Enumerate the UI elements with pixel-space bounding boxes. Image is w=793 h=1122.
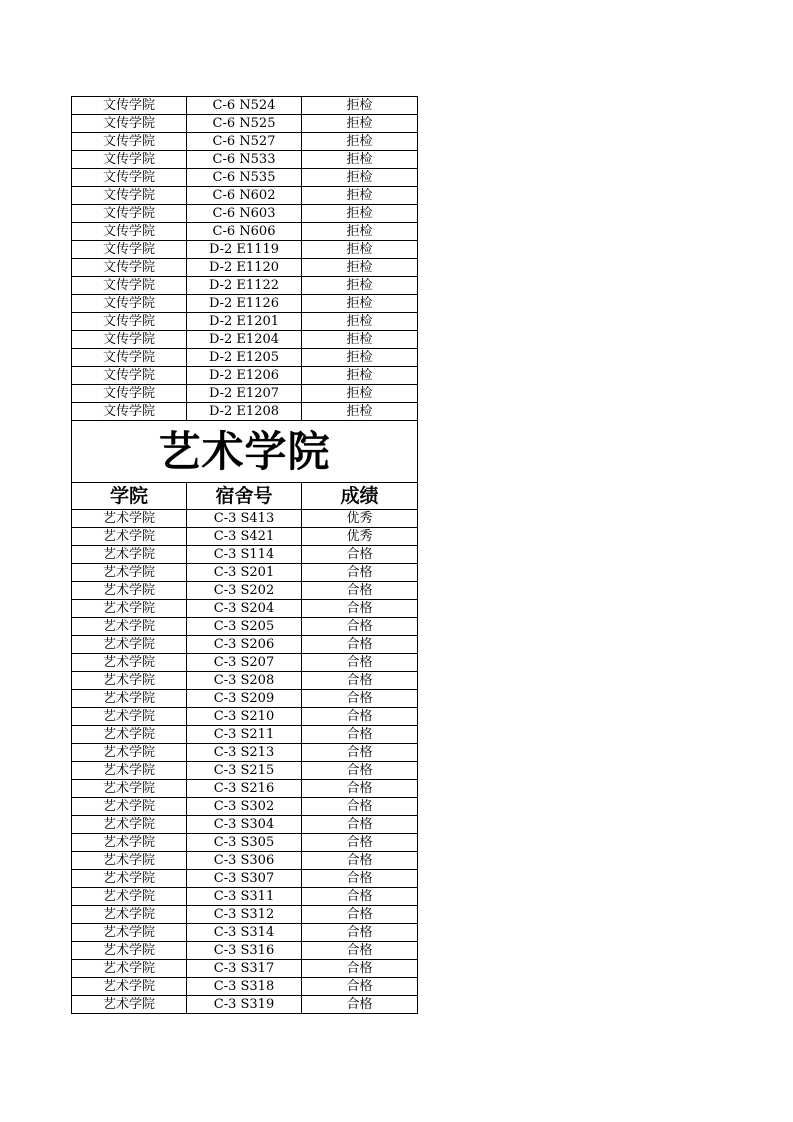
result-cell: 合格 (302, 942, 418, 960)
table-row (72, 852, 418, 870)
result-cell: 合格 (302, 960, 418, 978)
result-cell: 拒检 (302, 115, 418, 133)
result-cell: 合格 (302, 888, 418, 906)
table-row (72, 672, 418, 690)
college-cell: 文传学院 (72, 97, 187, 115)
college-cell: 文传学院 (72, 277, 187, 295)
table-row (72, 834, 418, 852)
result-cell: 拒检 (302, 385, 418, 403)
dorm-number-cell: D-2 E1206 (187, 367, 302, 385)
college-cell: 艺术学院 (72, 690, 187, 708)
table-row (72, 187, 418, 205)
result-cell: 拒检 (302, 241, 418, 259)
college-cell: 艺术学院 (72, 654, 187, 672)
college-cell: 文传学院 (72, 367, 187, 385)
dormitory-score-table (71, 96, 418, 1014)
college-cell: 艺术学院 (72, 672, 187, 690)
college-cell: 艺术学院 (72, 942, 187, 960)
table-row (72, 888, 418, 906)
result-cell: 拒检 (302, 151, 418, 169)
result-cell: 合格 (302, 546, 418, 564)
result-cell: 拒检 (302, 205, 418, 223)
dorm-number-cell: C-3 S206 (187, 636, 302, 654)
result-cell: 拒检 (302, 187, 418, 205)
result-cell: 合格 (302, 672, 418, 690)
dorm-number-cell: C-3 S213 (187, 744, 302, 762)
table-row (72, 546, 418, 564)
college-cell: 文传学院 (72, 403, 187, 421)
result-cell: 优秀 (302, 510, 418, 528)
table-row (72, 169, 418, 187)
dorm-number-cell: C-3 S316 (187, 942, 302, 960)
table-row (72, 618, 418, 636)
result-cell: 合格 (302, 762, 418, 780)
table-row (72, 798, 418, 816)
result-cell: 合格 (302, 780, 418, 798)
college-cell: 艺术学院 (72, 600, 187, 618)
result-cell: 合格 (302, 564, 418, 582)
college-cell: 文传学院 (72, 331, 187, 349)
result-cell: 合格 (302, 816, 418, 834)
dorm-number-cell: C-3 S204 (187, 600, 302, 618)
dorm-number-cell: C-3 S413 (187, 510, 302, 528)
dorm-number-cell: C-6 N606 (187, 223, 302, 241)
college-cell: 文传学院 (72, 223, 187, 241)
section-title: 艺术学院 (72, 421, 418, 483)
college-cell: 艺术学院 (72, 726, 187, 744)
table-row (72, 978, 418, 996)
college-cell: 艺术学院 (72, 978, 187, 996)
college-cell: 艺术学院 (72, 798, 187, 816)
header-college: 学院 (72, 483, 187, 510)
college-cell: 艺术学院 (72, 582, 187, 600)
table-row (72, 744, 418, 762)
table-row (72, 277, 418, 295)
table-row (72, 780, 418, 798)
table-row (72, 906, 418, 924)
dorm-number-cell: C-3 S318 (187, 978, 302, 996)
result-cell: 合格 (302, 618, 418, 636)
college-cell: 艺术学院 (72, 528, 187, 546)
table-row (72, 564, 418, 582)
college-cell: 艺术学院 (72, 636, 187, 654)
result-cell: 合格 (302, 744, 418, 762)
dorm-number-cell: C-3 S314 (187, 924, 302, 942)
dorm-number-cell: C-3 S305 (187, 834, 302, 852)
header-dorm-number: 宿舍号 (187, 483, 302, 510)
dorm-number-cell: C-3 S207 (187, 654, 302, 672)
dorm-number-cell: C-3 S114 (187, 546, 302, 564)
dorm-number-cell: C-6 N603 (187, 205, 302, 223)
table-row (72, 403, 418, 421)
college-cell: 艺术学院 (72, 960, 187, 978)
table-row (72, 600, 418, 618)
table-row (72, 708, 418, 726)
college-cell: 艺术学院 (72, 906, 187, 924)
dorm-number-cell: D-2 E1119 (187, 241, 302, 259)
college-cell: 艺术学院 (72, 852, 187, 870)
dorm-number-cell: C-3 S216 (187, 780, 302, 798)
college-cell: 文传学院 (72, 187, 187, 205)
result-cell: 合格 (302, 924, 418, 942)
college-cell: 艺术学院 (72, 546, 187, 564)
dorm-number-cell: C-3 S205 (187, 618, 302, 636)
college-cell: 艺术学院 (72, 708, 187, 726)
college-cell: 艺术学院 (72, 510, 187, 528)
dorm-number-cell: C-3 S307 (187, 870, 302, 888)
dorm-number-cell: C-3 S302 (187, 798, 302, 816)
college-cell: 艺术学院 (72, 618, 187, 636)
dorm-number-cell: C-3 S208 (187, 672, 302, 690)
college-cell: 文传学院 (72, 115, 187, 133)
table-row (72, 331, 418, 349)
college-cell: 文传学院 (72, 133, 187, 151)
dorm-number-cell: C-3 S215 (187, 762, 302, 780)
college-cell: 艺术学院 (72, 924, 187, 942)
college-cell: 艺术学院 (72, 744, 187, 762)
dorm-number-cell: C-6 N602 (187, 187, 302, 205)
table-row (72, 690, 418, 708)
result-cell: 拒检 (302, 313, 418, 331)
result-cell: 合格 (302, 600, 418, 618)
table-row (72, 349, 418, 367)
college-cell: 艺术学院 (72, 780, 187, 798)
result-cell: 拒检 (302, 367, 418, 385)
result-cell: 合格 (302, 582, 418, 600)
result-cell: 合格 (302, 654, 418, 672)
college-cell: 文传学院 (72, 205, 187, 223)
result-cell: 优秀 (302, 528, 418, 546)
table-row (72, 870, 418, 888)
dorm-number-cell: C-3 S304 (187, 816, 302, 834)
dorm-number-cell: C-6 N527 (187, 133, 302, 151)
college-cell: 文传学院 (72, 385, 187, 403)
column-header-row (72, 483, 418, 510)
result-cell: 合格 (302, 852, 418, 870)
dorm-number-cell: C-3 S209 (187, 690, 302, 708)
table-row (72, 367, 418, 385)
college-cell: 艺术学院 (72, 564, 187, 582)
college-cell: 艺术学院 (72, 888, 187, 906)
college-cell: 文传学院 (72, 349, 187, 367)
table-row (72, 636, 418, 654)
table-row (72, 151, 418, 169)
dorm-number-cell: C-3 S202 (187, 582, 302, 600)
result-cell: 拒检 (302, 403, 418, 421)
result-cell: 合格 (302, 996, 418, 1014)
result-cell: 拒检 (302, 295, 418, 313)
dorm-number-cell: C-3 S201 (187, 564, 302, 582)
dorm-number-cell: C-3 S311 (187, 888, 302, 906)
result-cell: 合格 (302, 870, 418, 888)
table-row (72, 996, 418, 1014)
result-cell: 拒检 (302, 133, 418, 151)
header-score: 成绩 (302, 483, 418, 510)
dorm-number-cell: D-2 E1120 (187, 259, 302, 277)
result-cell: 拒检 (302, 259, 418, 277)
dorm-number-cell: C-3 S421 (187, 528, 302, 546)
result-cell: 合格 (302, 636, 418, 654)
table-row (72, 960, 418, 978)
dorm-number-cell: C-6 N525 (187, 115, 302, 133)
college-cell: 文传学院 (72, 259, 187, 277)
table-row (72, 528, 418, 546)
table-row (72, 241, 418, 259)
table-row (72, 259, 418, 277)
college-cell: 文传学院 (72, 295, 187, 313)
table-row (72, 97, 418, 115)
table-row (72, 133, 418, 151)
table-row (72, 313, 418, 331)
table-row (72, 115, 418, 133)
college-cell: 艺术学院 (72, 996, 187, 1014)
table-row (72, 762, 418, 780)
result-cell: 合格 (302, 708, 418, 726)
result-cell: 合格 (302, 906, 418, 924)
table-row (72, 942, 418, 960)
dorm-number-cell: C-3 S210 (187, 708, 302, 726)
dorm-number-cell: D-2 E1204 (187, 331, 302, 349)
result-cell: 拒检 (302, 97, 418, 115)
dorm-number-cell: D-2 E1201 (187, 313, 302, 331)
college-cell: 文传学院 (72, 313, 187, 331)
dorm-number-cell: D-2 E1126 (187, 295, 302, 313)
result-cell: 拒检 (302, 331, 418, 349)
result-cell: 拒检 (302, 277, 418, 295)
dorm-number-cell: C-6 N533 (187, 151, 302, 169)
table-row (72, 205, 418, 223)
arts-section (72, 421, 418, 510)
table-row (72, 582, 418, 600)
wenchuan-section-rows (72, 97, 418, 421)
college-cell: 文传学院 (72, 151, 187, 169)
result-cell: 拒检 (302, 349, 418, 367)
table-row (72, 385, 418, 403)
result-cell: 拒检 (302, 223, 418, 241)
table-row (72, 726, 418, 744)
result-cell: 合格 (302, 798, 418, 816)
table-row (72, 924, 418, 942)
college-cell: 文传学院 (72, 169, 187, 187)
table-row (72, 654, 418, 672)
dorm-number-cell: C-6 N535 (187, 169, 302, 187)
dorm-number-cell: D-2 E1208 (187, 403, 302, 421)
dorm-number-cell: C-3 S319 (187, 996, 302, 1014)
result-cell: 合格 (302, 726, 418, 744)
result-cell: 合格 (302, 834, 418, 852)
section-title-row (72, 421, 418, 483)
dorm-number-cell: C-3 S312 (187, 906, 302, 924)
college-cell: 艺术学院 (72, 870, 187, 888)
result-cell: 拒检 (302, 169, 418, 187)
dorm-number-cell: D-2 E1122 (187, 277, 302, 295)
table-row (72, 295, 418, 313)
college-cell: 艺术学院 (72, 762, 187, 780)
college-cell: 文传学院 (72, 241, 187, 259)
result-cell: 合格 (302, 978, 418, 996)
college-cell: 艺术学院 (72, 834, 187, 852)
arts-section-rows (72, 510, 418, 1014)
table-row (72, 223, 418, 241)
dorm-number-cell: D-2 E1205 (187, 349, 302, 367)
dorm-number-cell: C-3 S306 (187, 852, 302, 870)
dorm-number-cell: C-3 S211 (187, 726, 302, 744)
table-row (72, 510, 418, 528)
dorm-number-cell: C-6 N524 (187, 97, 302, 115)
table-row (72, 816, 418, 834)
dorm-number-cell: C-3 S317 (187, 960, 302, 978)
result-cell: 合格 (302, 690, 418, 708)
college-cell: 艺术学院 (72, 816, 187, 834)
dorm-number-cell: D-2 E1207 (187, 385, 302, 403)
